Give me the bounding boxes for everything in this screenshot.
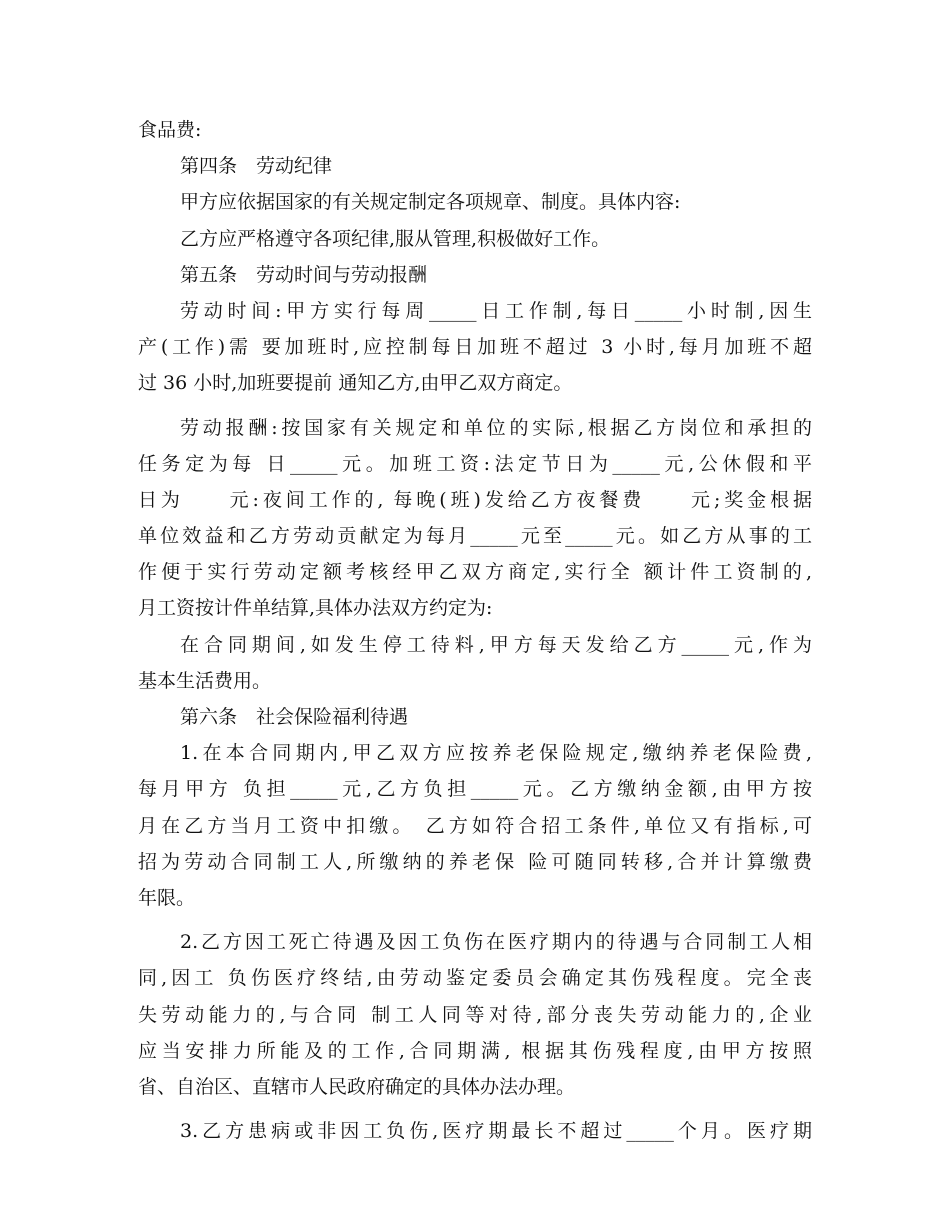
text-line: 每月甲方 负担_____元,乙方负担_____元。乙方缴纳金额,由甲方按 <box>138 778 812 801</box>
text-line: 劳动报酬:按国家有关规定和单位的实际,根据乙方岗位和承担的 <box>180 416 812 439</box>
text-line: 劳动时间:甲方实行每周_____日工作制,每日_____小时制,因生 <box>180 299 812 322</box>
text-line: 2.乙方因工死亡待遇及因工负伤在医疗期内的待遇与合同制工人相 <box>180 931 812 954</box>
text-line: 产(工作)需 要加班时,应控制每日加班不超过 3 小时,每月加班不超 <box>138 336 812 359</box>
text-line: 任务定为每 日_____元。加班工资:法定节日为_____元,公休假和平 <box>138 452 812 475</box>
text-line: 过 36 小时,加班要提前 通知乙方,由甲乙双方商定。 <box>138 372 573 395</box>
contract-text-body <box>138 112 812 1149</box>
text-line: 第六条 社会保险福利待遇 <box>180 706 409 728</box>
text-line: 乙方应严格遵守各项纪律,服从管理,积极做好工作。 <box>180 227 611 250</box>
text-line: 月在乙方当月工资中扣缴。 乙方如符合招工条件,单位又有指标,可 <box>138 814 812 837</box>
text-line: 省、自治区、直辖市人民政府确定的具体办法办理。 <box>138 1075 576 1098</box>
text-line: 基本生活费用。 <box>138 669 272 692</box>
text-line: 月工资按计件单结算,具体办法双方约定为: <box>138 597 493 620</box>
text-line: 甲方应依据国家的有关规定制定各项规章、制度。具体内容: <box>180 191 681 214</box>
text-line: 在合同期间,如发生停工待料,甲方每天发给乙方_____元,作为 <box>180 633 812 656</box>
text-line: 第四条 劳动纪律 <box>180 155 333 178</box>
text-line: 第五条 劳动时间与劳动报酬 <box>180 263 428 286</box>
paragraph-gap <box>138 402 812 410</box>
text-line: 单位效益和乙方劳动贡献定为每月_____元至_____元。如乙方从事的工 <box>138 525 812 548</box>
paragraph-gap <box>138 1105 812 1113</box>
text-line: 日为 元:夜间工作的, 每晚(班)发给乙方夜餐费 元;奖金根据 <box>138 488 812 511</box>
text-line: 失劳动能力的,与合同 制工人同等对待,部分丧失劳动能力的,企业 <box>138 1003 812 1026</box>
text-line: 3.乙方患病或非因工负伤,医疗期最长不超过_____个月。医疗期 <box>180 1120 812 1143</box>
text-line: 应当安排力所能及的工作,合同期满, 根据其伤残程度,由甲方按照 <box>138 1039 812 1062</box>
text-line: 食品费: <box>138 119 202 141</box>
text-line: 年限。 <box>138 886 196 909</box>
text-line: 同,因工 负伤医疗终结,由劳动鉴定委员会确定其伤残程度。完全丧 <box>138 967 812 990</box>
text-line: 招为劳动合同制工人,所缴纳的养老保 险可随同转移,合并计算缴费 <box>138 850 812 873</box>
text-line: 作便于实行劳动定额考核经甲乙双方商定,实行全 额计件工资制的, <box>138 561 812 584</box>
text-line: 1.在本合同期内,甲乙双方应按养老保险规定,缴纳养老保险费, <box>180 742 812 765</box>
paragraph-gap <box>138 916 812 924</box>
